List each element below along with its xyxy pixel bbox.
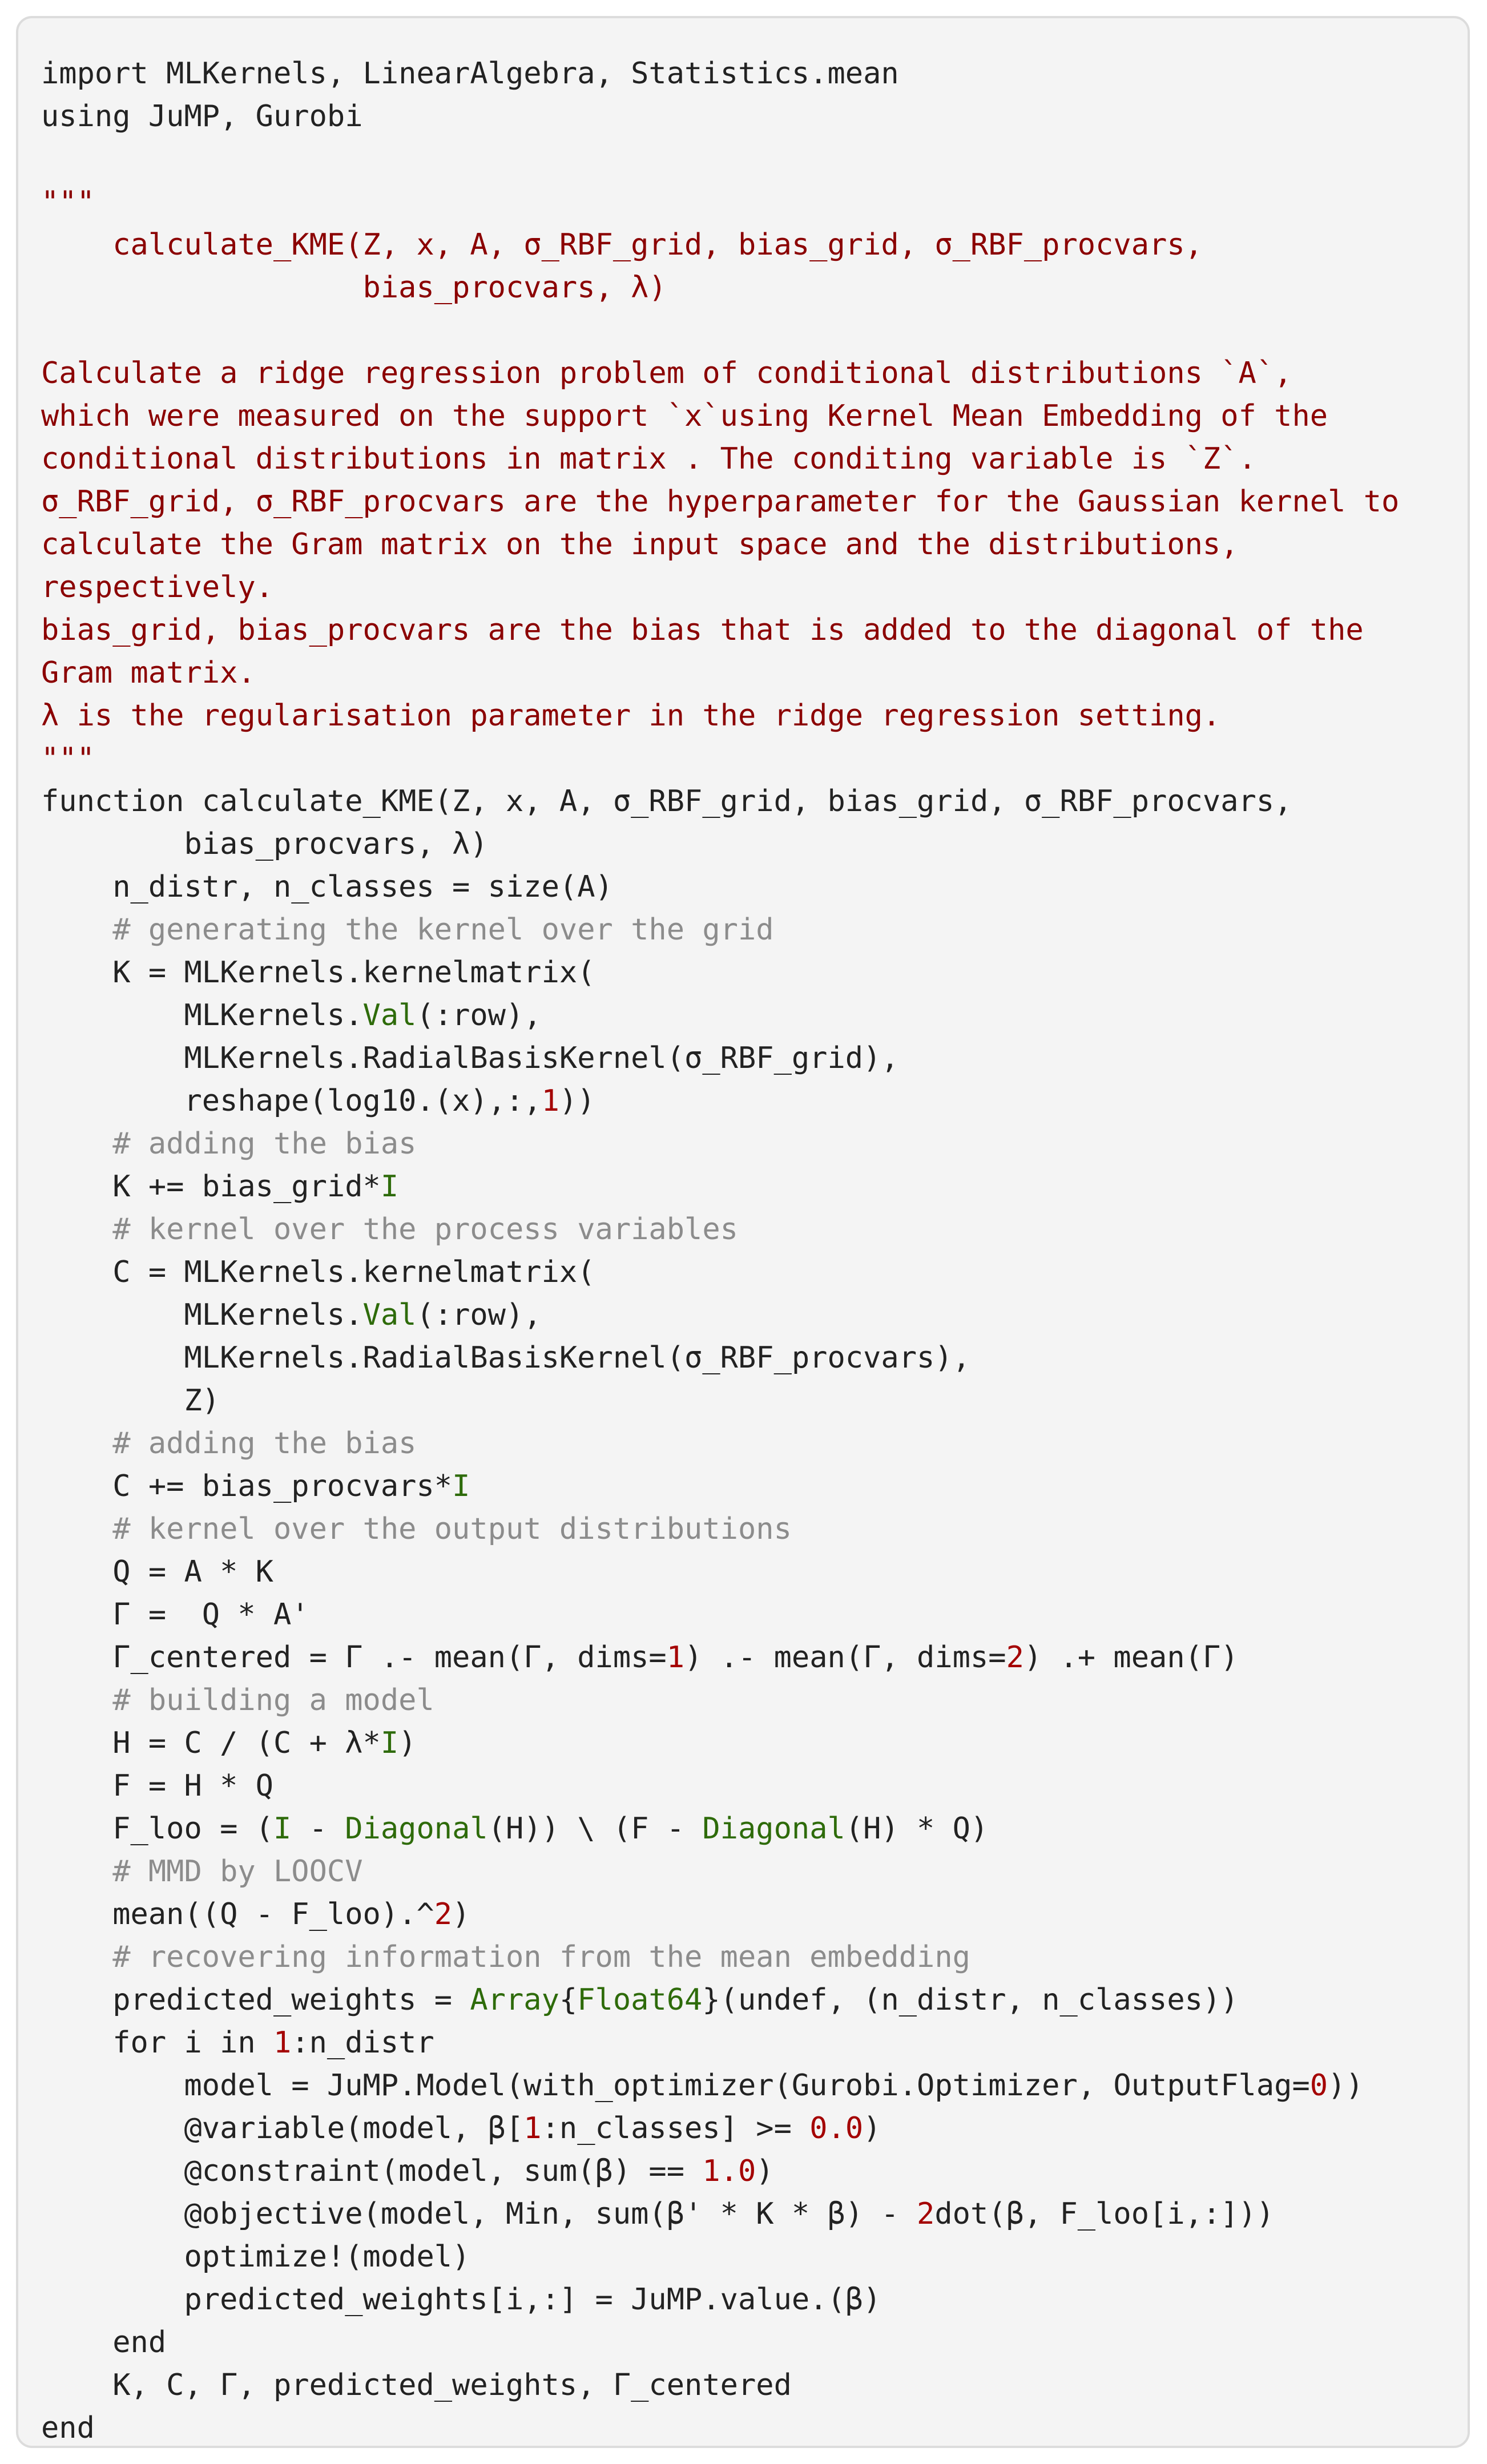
code-token-plain: (H)) \ (F - (487, 1812, 703, 1846)
code-line (41, 224, 1399, 267)
code-token-plain: C += bias_procvars* (41, 1469, 453, 1503)
code-token-string: """ (41, 185, 95, 219)
code-line (41, 53, 1399, 95)
code-line (41, 695, 1399, 737)
code-line (41, 1979, 1399, 2022)
code-line (41, 1294, 1399, 1337)
code-line (41, 1422, 1399, 1465)
code-line (41, 352, 1399, 395)
code-line (41, 1080, 1399, 1123)
code-line (41, 309, 1399, 352)
code-token-plain: dot(β, F_loo[i,:])) (934, 2197, 1275, 2231)
code-line (41, 1465, 1399, 1508)
code-line (41, 1166, 1399, 1208)
code-line (41, 823, 1399, 866)
code-line (41, 2107, 1399, 2150)
code-line (41, 2364, 1399, 2407)
code-token-plain: reshape(log10.(x),:, (41, 1084, 542, 1118)
code-token-plain: MLKernels.RadialBasisKernel(σ_RBF_procvars), (41, 1341, 970, 1375)
code-line (41, 2022, 1399, 2064)
code-line (41, 2064, 1399, 2107)
code-token-plain: for i in (41, 2026, 273, 2060)
code-token-plain: ) .- mean(Γ, dims= (684, 1640, 1006, 1675)
code-line (41, 1037, 1399, 1080)
code-token-number: 0.0 (809, 2111, 864, 2146)
code-token-comment: # adding the bias (41, 1426, 417, 1461)
code-token-number: 2 (1006, 1640, 1024, 1675)
code-token-comment: # adding the bias (41, 1127, 417, 1161)
code-line (41, 1594, 1399, 1636)
code-token-comment: # building a model (41, 1683, 434, 1717)
code-token-plain: }(undef, (n_distr, n_classes)) (702, 1983, 1239, 2017)
code-token-type: I (452, 1469, 470, 1503)
code-token-plain: (H) * Q) (845, 1812, 989, 1846)
code-lines (41, 53, 1399, 2450)
code-token-number: 1 (666, 1640, 685, 1675)
code-token-plain: H = C / (C + λ* (41, 1726, 381, 1760)
code-token-comment: # kernel over the output distributions (41, 1512, 792, 1546)
code-token-comment: # kernel over the process variables (41, 1212, 738, 1247)
code-token-plain: @constraint(model, sum(β) == (41, 2154, 703, 2188)
code-token-plain: model = JuMP.Model(with_optimizer(Gurobi.Optimizer, OutputFlag= (41, 2068, 1310, 2103)
code-token-string: respectively. (41, 570, 273, 604)
code-token-plain: Z) (41, 1384, 220, 1418)
code-token-plain: - (291, 1812, 345, 1846)
code-line (41, 1337, 1399, 1380)
code-token-plain: K = MLKernels.kernelmatrix( (41, 955, 595, 990)
code-token-string: Calculate a ridge regression problem of conditional distributions `A`, (41, 356, 1292, 390)
code-token-plain: end (41, 2325, 167, 2360)
code-token-plain: @variable(model, β[ (41, 2111, 524, 2146)
code-line (41, 1636, 1399, 1679)
code-token-string: which were measured on the support `x`using Kernel Mean Embedding of the (41, 399, 1328, 433)
code-block (16, 16, 1470, 2448)
code-line (41, 395, 1399, 438)
code-token-string: bias_grid, bias_procvars are the bias that is added to the diagonal of the (41, 613, 1364, 647)
code-line (41, 780, 1399, 823)
code-token-plain: MLKernels. (41, 1298, 363, 1332)
code-token-plain: @objective(model, Min, sum(β' * K * β) - (41, 2197, 917, 2231)
code-line (41, 2279, 1399, 2321)
code-token-type: Val (362, 998, 417, 1033)
code-token-number: 2 (917, 2197, 935, 2231)
code-token-type: Float64 (577, 1983, 703, 2017)
code-token-number: 2 (434, 1897, 453, 1931)
code-line (41, 1893, 1399, 1936)
code-line (41, 1765, 1399, 1808)
code-token-plain: F = H * Q (41, 1769, 273, 1803)
code-line (41, 2236, 1399, 2279)
code-line (41, 994, 1399, 1037)
code-token-plain: optimize!(model) (41, 2240, 470, 2274)
code-line (41, 481, 1399, 523)
code-token-type: Diagonal (345, 1812, 488, 1846)
code-line (41, 609, 1399, 652)
code-token-type: Val (362, 1298, 417, 1332)
code-token-plain: Γ_centered = Γ .- mean(Γ, dims= (41, 1640, 667, 1675)
code-line (41, 438, 1399, 481)
code-line (41, 1508, 1399, 1551)
code-line (41, 652, 1399, 695)
code-line (41, 2321, 1399, 2364)
code-line (41, 95, 1399, 138)
code-line (41, 1808, 1399, 1850)
code-line (41, 1208, 1399, 1251)
code-line (41, 523, 1399, 566)
code-line (41, 138, 1399, 181)
code-line (41, 1722, 1399, 1765)
code-token-plain: K += bias_grid* (41, 1170, 381, 1204)
code-token-plain: ) (863, 2111, 881, 2146)
code-token-plain: (:row), (416, 998, 542, 1033)
code-token-plain: K, C, Γ, predicted_weights, Γ_centered (41, 2368, 792, 2402)
code-line (41, 1551, 1399, 1594)
code-token-type: I (380, 1726, 399, 1760)
code-token-number: 1 (273, 2026, 292, 2060)
code-token-plain: F_loo = ( (41, 1812, 273, 1846)
code-line (41, 2150, 1399, 2193)
code-line (41, 2193, 1399, 2236)
code-token-plain: mean((Q - F_loo).^ (41, 1897, 434, 1931)
code-token-type: Diagonal (702, 1812, 845, 1846)
code-token-plain: :n_distr (291, 2026, 434, 2060)
code-token-comment: # recovering information from the mean embedding (41, 1940, 970, 1974)
code-token-plain: C = MLKernels.kernelmatrix( (41, 1255, 595, 1289)
code-token-plain: import MLKernels, LinearAlgebra, Statistics.mean (41, 57, 899, 91)
code-token-plain: using JuMP, Gurobi (41, 99, 363, 134)
code-token-plain: predicted_weights = (41, 1983, 470, 2017)
code-token-plain: function calculate_KME(Z, x, A, σ_RBF_grid, bias_grid, σ_RBF_procvars, (41, 784, 1292, 818)
code-token-plain: (:row), (416, 1298, 542, 1332)
code-token-plain: Q = A * K (41, 1555, 273, 1589)
code-token-string: conditional distributions in matrix . The conditing variable is `Z`. (41, 442, 1256, 476)
code-token-string: bias_procvars, λ) (41, 271, 667, 305)
code-line (41, 909, 1399, 951)
code-token-type: I (273, 1812, 292, 1846)
code-line (41, 1251, 1399, 1294)
code-token-number: 1 (523, 2111, 542, 2146)
code-line (41, 1679, 1399, 1722)
code-token-plain: end (41, 2411, 95, 2445)
code-token-comment: # generating the kernel over the grid (41, 913, 774, 947)
code-line (41, 181, 1399, 224)
code-line (41, 951, 1399, 994)
code-line (41, 1123, 1399, 1166)
code-token-plain: ) .+ mean(Γ) (1023, 1640, 1239, 1675)
code-token-plain: ) (756, 2154, 774, 2188)
code-token-plain: Γ = Q * A' (41, 1598, 309, 1632)
code-line (41, 866, 1399, 909)
code-line (41, 566, 1399, 609)
code-line (41, 1936, 1399, 1979)
code-line (41, 1850, 1399, 1893)
code-token-type: Array (470, 1983, 559, 2017)
code-token-number: 1 (541, 1084, 559, 1118)
code-line (41, 2407, 1399, 2450)
code-token-plain: predicted_weights[i,:] = JuMP.value.(β) (41, 2282, 881, 2317)
code-token-type: I (380, 1170, 399, 1204)
code-token-plain: ) (398, 1726, 417, 1760)
code-token-plain: MLKernels. (41, 998, 363, 1033)
code-line (41, 267, 1399, 309)
code-token-string: λ is the regularisation parameter in the ridge regression setting. (41, 699, 1221, 733)
code-token-string: Gram matrix. (41, 656, 256, 690)
code-token-comment: # MMD by LOOCV (41, 1854, 363, 1889)
code-token-string: """ (41, 741, 95, 776)
code-token-plain: n_distr, n_classes = size(A) (41, 870, 613, 904)
code-token-plain: MLKernels.RadialBasisKernel(σ_RBF_grid), (41, 1041, 899, 1075)
code-token-string: calculate the Gram matrix on the input space and the distributions, (41, 527, 1239, 562)
code-token-string: σ_RBF_grid, σ_RBF_procvars are the hyperparameter for the Gaussian kernel to (41, 485, 1400, 519)
code-token-plain: bias_procvars, λ) (41, 827, 488, 861)
code-token-plain: { (559, 1983, 578, 2017)
code-token-plain: )) (559, 1084, 595, 1118)
code-line (41, 737, 1399, 780)
code-token-plain: :n_classes] >= (541, 2111, 810, 2146)
code-token-number: 1.0 (702, 2154, 756, 2188)
code-token-plain: )) (1328, 2068, 1364, 2103)
code-token-number: 0 (1309, 2068, 1328, 2103)
code-line (41, 1380, 1399, 1422)
code-token-string: calculate_KME(Z, x, A, σ_RBF_grid, bias_grid, σ_RBF_procvars, (41, 228, 1203, 262)
code-token-plain: ) (452, 1897, 470, 1931)
